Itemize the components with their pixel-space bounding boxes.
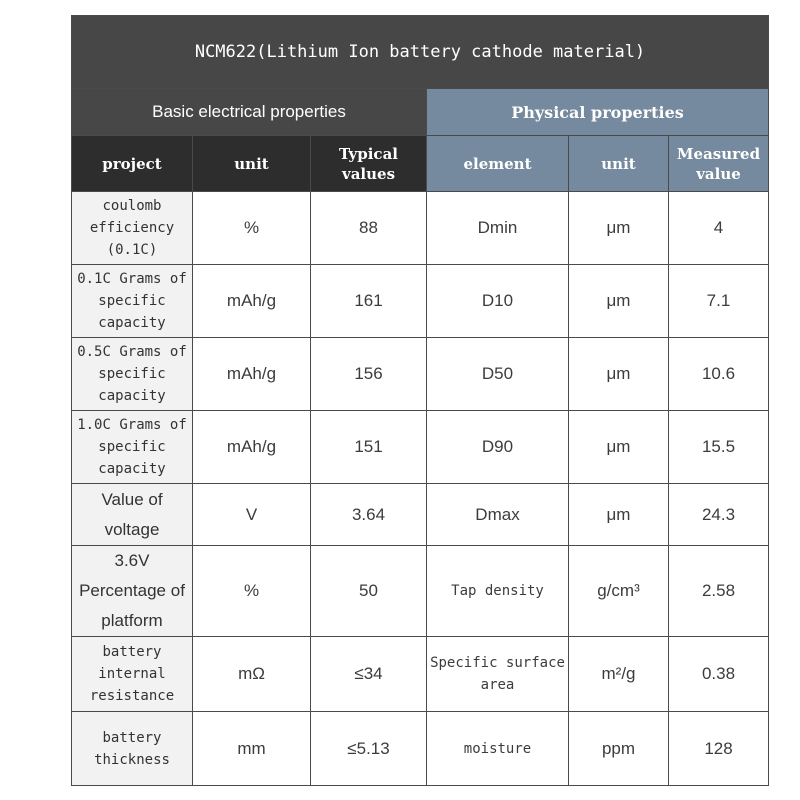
table-row xyxy=(72,411,769,484)
cell-unit: mΩ xyxy=(193,637,311,712)
cell-typical: ≤5.13 xyxy=(311,712,427,786)
cell-typical: 161 xyxy=(311,265,427,338)
table-row xyxy=(72,484,769,546)
cell-measured: 7.1 xyxy=(669,265,769,338)
cell-measured: 15.5 xyxy=(669,411,769,484)
cell-typical: 88 xyxy=(311,192,427,265)
cell-typical: 50 xyxy=(311,546,427,637)
table-row xyxy=(72,637,769,712)
cell-project: 0.1C Grams of specific capacity xyxy=(72,265,193,338)
cell-project: battery internal resistance xyxy=(72,637,193,712)
header-measured-value: Measured value xyxy=(669,136,769,192)
cell-element: D50 xyxy=(427,338,569,411)
cell-element: moisture xyxy=(427,712,569,786)
cell-unit: % xyxy=(193,192,311,265)
cell-measured: 128 xyxy=(669,712,769,786)
section-physical: Physical properties xyxy=(427,89,769,136)
cell-measured: 2.58 xyxy=(669,546,769,637)
table-row xyxy=(72,265,769,338)
cell-element: D10 xyxy=(427,265,569,338)
cell-element: Specific surface area xyxy=(427,637,569,712)
cell-unit: % xyxy=(193,546,311,637)
cell-element: Dmin xyxy=(427,192,569,265)
cell-project: battery thickness xyxy=(72,712,193,786)
cell-project: 0.5C Grams of specific capacity xyxy=(72,338,193,411)
cell-project: coulomb efficiency (0.1C) xyxy=(72,192,193,265)
cell-unit-physical: ppm xyxy=(569,712,669,786)
cell-element: D90 xyxy=(427,411,569,484)
cell-unit: V xyxy=(193,484,311,546)
table-title: NCM622(Lithium Ion battery cathode material) xyxy=(72,16,769,89)
cell-unit-physical: μm xyxy=(569,411,669,484)
table-row xyxy=(72,546,769,637)
cell-measured: 24.3 xyxy=(669,484,769,546)
cell-typical: 156 xyxy=(311,338,427,411)
table-row xyxy=(72,338,769,411)
table-row xyxy=(72,712,769,786)
cell-typical: 3.64 xyxy=(311,484,427,546)
header-project: project xyxy=(72,136,193,192)
cell-unit: mAh/g xyxy=(193,338,311,411)
section-basic-electrical: Basic electrical properties xyxy=(72,89,427,136)
cell-unit-physical: μm xyxy=(569,484,669,546)
cell-typical: ≤34 xyxy=(311,637,427,712)
cell-project: 3.6V Percentage of platform xyxy=(72,546,193,637)
spec-table xyxy=(71,15,769,786)
header-typical-values: Typical values xyxy=(311,136,427,192)
cell-unit-physical: μm xyxy=(569,338,669,411)
cell-unit-physical: μm xyxy=(569,265,669,338)
table-row xyxy=(72,192,769,265)
cell-measured: 10.6 xyxy=(669,338,769,411)
cell-element: Tap density xyxy=(427,546,569,637)
cell-unit-physical: μm xyxy=(569,192,669,265)
cell-measured: 4 xyxy=(669,192,769,265)
header-unit: unit xyxy=(193,136,311,192)
cell-project: Value of voltage xyxy=(72,484,193,546)
cell-unit: mm xyxy=(193,712,311,786)
cell-measured: 0.38 xyxy=(669,637,769,712)
cell-unit: mAh/g xyxy=(193,411,311,484)
cell-element: Dmax xyxy=(427,484,569,546)
header-unit-physical: unit xyxy=(569,136,669,192)
cell-unit: mAh/g xyxy=(193,265,311,338)
cell-project: 1.0C Grams of specific capacity xyxy=(72,411,193,484)
cell-typical: 151 xyxy=(311,411,427,484)
cell-unit-physical: g/cm³ xyxy=(569,546,669,637)
header-element: element xyxy=(427,136,569,192)
cell-unit-physical: m²/g xyxy=(569,637,669,712)
